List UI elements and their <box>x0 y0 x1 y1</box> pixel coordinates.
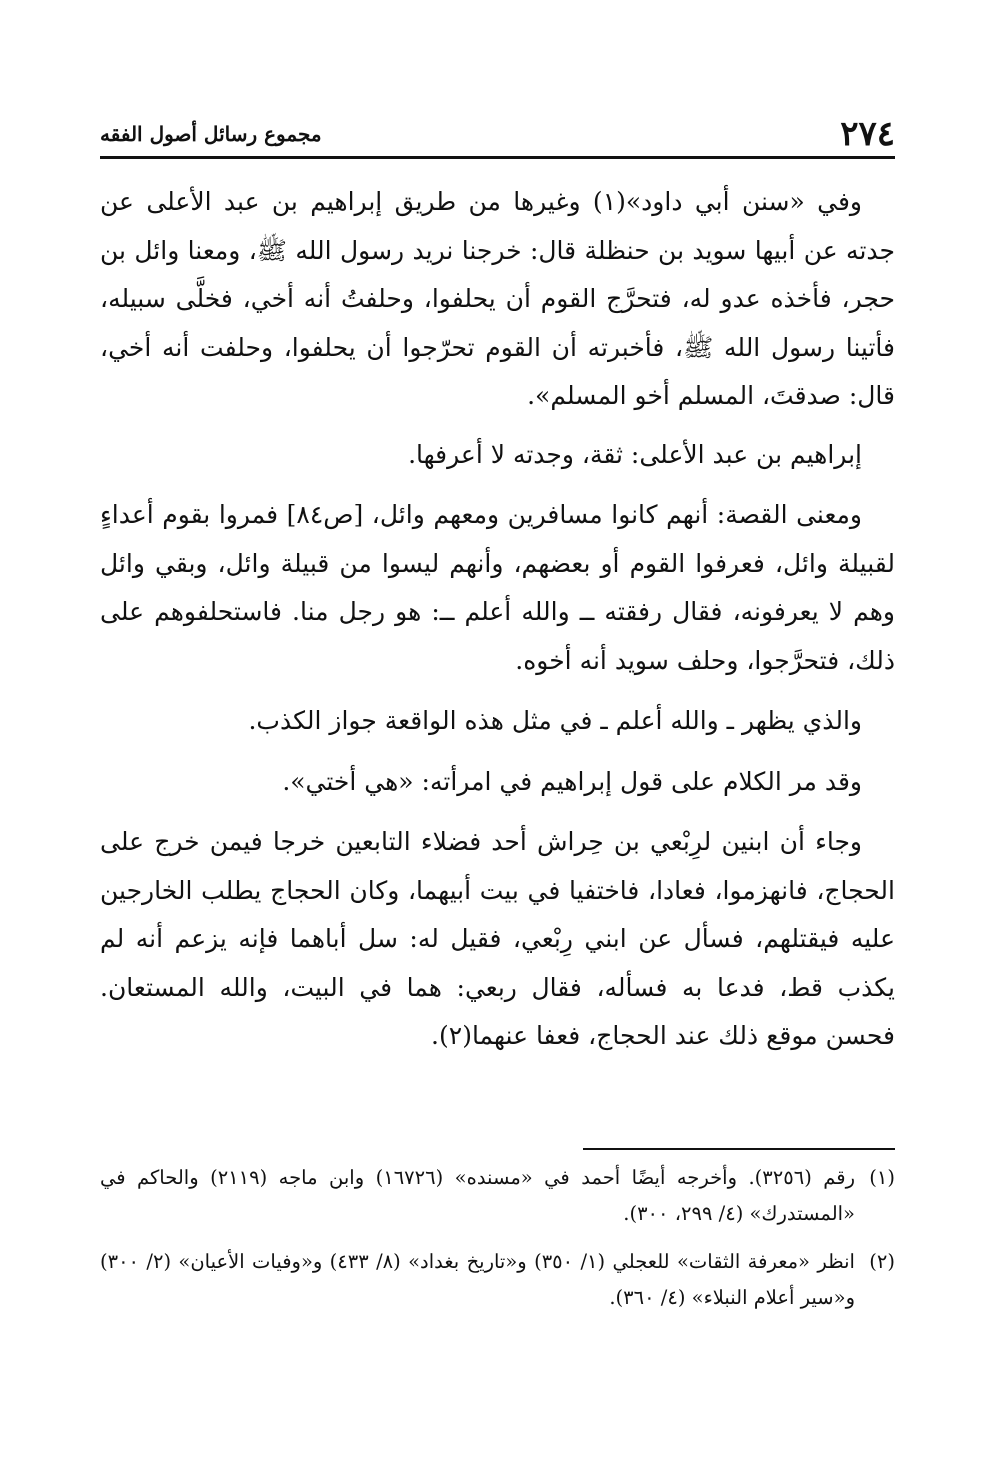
page-number: ٢٧٤ <box>840 114 895 154</box>
footnote-text: رقم (٣٢٥٦). وأخرجه أيضًا أحمد في «مسنده» (١٦٧٢٦) وابن ماجه (٢١١٩) والحاكم في «المستدرك» (٤/ ٢٩٩، ٣٠٠). <box>100 1166 855 1225</box>
running-title: مجموع رسائل أصول الفقه <box>100 122 322 146</box>
paragraph-narrator-grading: إبراهيم بن عبد الأعلى: ثقة، وجدته لا أعرفها. <box>408 439 862 469</box>
footnotes <box>100 1160 895 1328</box>
paragraph-ibrahim-reference: وقد مر الكلام على قول إبراهيم في امرأته: «هي أختي». <box>282 766 862 796</box>
paragraph-ribi-story: وجاء أن ابنين لرِبْعي بن حِراش أحد فضلاء التابعين خرجا فيمن خرج على الحجاج، فانهزموا، فعادا، فاختفيا في بيت أبيهما، وكان الحجاج يطلب الخارجين عليه فيقتلهم، فسأل عن ابني رِبْعي، فقيل له: سل أباهما فإنه يزعم أنه لم يكذب قط، فدعا به فسأله، فقال ربعي: هما في البيت، والله المستعان. فحسن موقع ذلك عند الحجاج، فعفا عنهما(٢). <box>100 827 895 1050</box>
footnote-rule <box>583 1148 895 1150</box>
footnote-text: انظر «معرفة الثقات» للعجلي (١/ ٣٥٠) و«تاريخ بغداد» (٨/ ٤٣٣) و«وفيات الأعيان» (٢/ ٣٠٠) و«سير أعلام النبلاء» (٤/ ٣٦٠). <box>100 1250 855 1309</box>
footnote-marker: (٢) <box>869 1250 895 1273</box>
page-header <box>100 112 895 156</box>
paragraph-hadith: وفي «سنن أبي داود»(١) وغيرها من طريق إبراهيم بن عبد الأعلى عن جدته عن أبيها سويد بن حنظلة قال: خرجنا نريد رسول الله ﷺ، ومعنا وائل بن حجر، فأخذه عدو له، فتحرَّج القوم أن يحلفوا، وحلفتُ أنه أخي، فخلَّى سبيله، فأتينا رسول الله ﷺ، فأخبرته أن القوم تحرّجوا أن يحلفوا، وحلفت أنه أخي، قال: صدقتَ، المسلم أخو المسلم». <box>100 187 895 410</box>
footnote-marker: (١) <box>869 1166 895 1189</box>
main-text <box>100 178 895 1073</box>
header-rule <box>100 156 895 159</box>
footnote-item <box>100 1160 895 1232</box>
paragraph-story-meaning: ومعنى القصة: أنهم كانوا مسافرين ومعهم وائل، [ص٨٤] فمروا بقوم أعداءٍ لقبيلة وائل، فعرفوا القوم أو بعضهم، وأنهم ليسوا من قبيلة وائل، وبقي وائل وهم لا يعرفونه، فقال رفقته ــ والله أعلم ــ: هو رجل منا. فاستحلفوهم على ذلك، فتحرَّجوا، وحلف سويد أنه أخوه. <box>100 500 895 675</box>
paragraph-conclusion: والذي يظهر ـ والله أعلم ـ في مثل هذه الواقعة جواز الكذب. <box>248 706 862 735</box>
footnote-item <box>100 1244 895 1316</box>
